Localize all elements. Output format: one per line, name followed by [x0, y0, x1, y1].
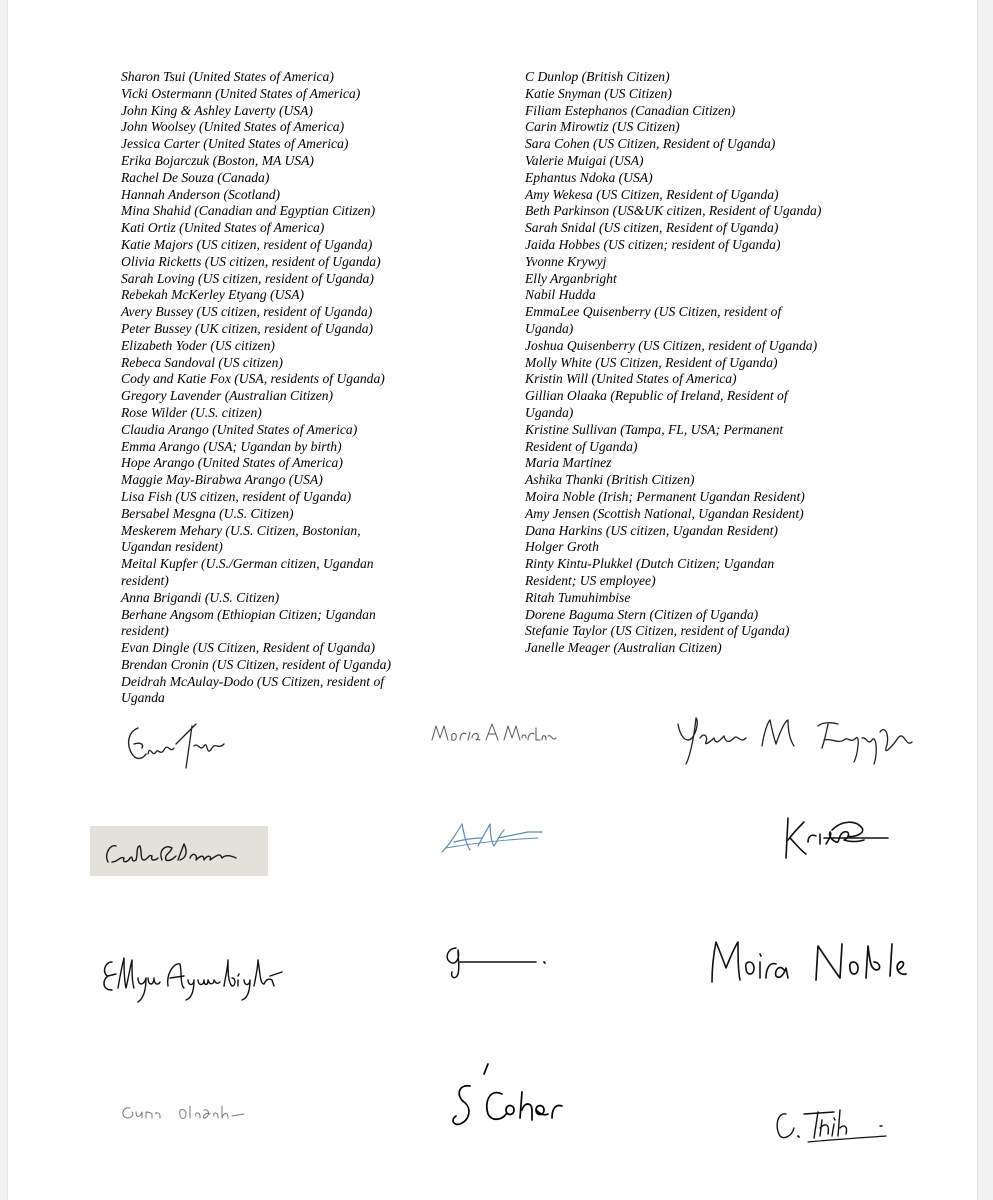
signatory-line: Claudia Arango (United States of America) — [121, 421, 358, 437]
signatory-line: Nabil Hudda — [525, 287, 596, 303]
signatory-line: Mina Shahid (Canadian and Egyptian Citizen) — [121, 203, 376, 219]
signatory-line: Amy Jensen (Scottish National, Ugandan Resident) — [525, 505, 804, 521]
signatory-line: Katie Snyman (US Citizen) — [525, 85, 672, 101]
signatory-line: Anna Brigandi (U.S. Citizen) — [121, 589, 280, 605]
signatory-line: Maggie May-Birabwa Arango (USA) — [121, 472, 323, 488]
signatory-line: Amy Wekesa (US Citizen, Resident of Uganda) — [525, 186, 779, 202]
signatory-line: Uganda — [121, 690, 165, 706]
signatory-line: Avery Bussey (US citizen, resident of Uganda) — [121, 304, 373, 320]
signatory-line: Lisa Fish (US citizen, resident of Uganda) — [121, 488, 352, 504]
signatory-line: Rose Wilder (U.S. citizen) — [121, 404, 262, 420]
signature-nabil-hudda — [438, 814, 548, 856]
signature-yvonne-krywyj — [672, 708, 922, 772]
signatory-line: Holger Groth — [525, 539, 599, 555]
signatory-line: Maria Martinez — [525, 455, 612, 471]
signatory-line: Jaida Hobbes (US citizen; resident of Uganda) — [525, 236, 781, 252]
signatory-line: Hope Arango (United States of America) — [121, 455, 343, 471]
signatory-line: Jessica Carter (United States of America) — [121, 136, 349, 152]
signature-sara-cohen — [448, 1058, 568, 1138]
signatory-line: Kristine Sullivan (Tampa, FL, USA; Permanent — [525, 421, 784, 437]
signatory-line: John Woolsey (United States of America) — [121, 119, 345, 135]
signatory-line: Erika Bojarczuk (Boston, MA USA) — [121, 152, 314, 168]
signatory-line: Sharon Tsui (United States of America) — [121, 69, 334, 84]
signature-elly-arganbright — [98, 948, 288, 1004]
signature-moira-noble — [704, 932, 914, 992]
signatory-line: Sara Cohen (US Citizen, Resident of Uganda) — [525, 136, 776, 152]
signatory-line: Brendan Cronin (US Citizen, resident of Uganda) — [121, 656, 391, 672]
signatory-line: Katie Majors (US citizen, resident of Uganda) — [121, 236, 373, 252]
signatory-line: Carin Mirowtiz (US Citizen) — [525, 119, 680, 135]
signatory-list-right — [525, 69, 925, 657]
signatory-line: C Dunlop (British Citizen) — [525, 69, 670, 84]
signatory-line: Rachel De Souza (Canada) — [121, 169, 270, 185]
signatory-line: Gillian Olaaka (Republic of Ireland, Resident of — [525, 388, 788, 404]
signatory-line: Janelle Meager (Australian Citizen) — [525, 640, 722, 656]
signature-kristin-will — [778, 812, 898, 862]
signatory-line: Meital Kupfer (U.S./German citizen, Ugandan — [121, 556, 374, 572]
signatory-line: Berhane Angsom (Ethiopian Citizen; Ugandan — [121, 606, 376, 622]
signatory-line: resident) — [121, 572, 169, 588]
signatory-line: Evan Dingle (US Citizen, Resident of Uganda) — [121, 640, 376, 656]
signatory-line: Resident of Uganda) — [525, 438, 638, 454]
signatory-line: EmmaLee Quisenberry (US Citizen, resident of — [525, 304, 782, 320]
signature-holger-groth — [440, 938, 552, 980]
signatory-line: Molly White (US Citizen, Resident of Uganda) — [525, 354, 778, 370]
signatory-line: Rinty Kintu-Plukkel (Dutch Citizen; Ugandan — [525, 556, 775, 572]
signatory-line: Gregory Lavender (Australian Citizen) — [121, 388, 334, 404]
signatory-line: Ritah Tumuhimbise — [525, 589, 631, 605]
signatory-line: resident) — [121, 623, 169, 639]
document-page — [8, 0, 977, 1200]
signatory-line: Filiam Estephanos (Canadian Citizen) — [525, 102, 736, 118]
signatory-line: Stefanie Taylor (US Citizen, resident of Uganda) — [525, 623, 790, 639]
signatory-line: Hannah Anderson (Scotland) — [121, 186, 281, 202]
signatory-line: Olivia Ricketts (US citizen, resident of Uganda) — [121, 253, 381, 269]
signatory-line: Moira Noble (Irish; Permanent Ugandan Resident) — [525, 488, 805, 504]
signatory-line: John King & Ashley Laverty (USA) — [121, 102, 313, 118]
signatory-line: Ephantus Ndoka (USA) — [525, 169, 653, 185]
signatory-line: Uganda) — [525, 320, 574, 336]
signatory-line: Vicki Ostermann (United States of America) — [121, 85, 361, 101]
signatory-line: Valerie Muigai (USA) — [525, 152, 644, 168]
signatory-line: Peter Bussey (UK citizen, resident of Uganda) — [121, 320, 374, 336]
signatory-line: Dorene Baguma Stern (Citizen of Uganda) — [525, 606, 759, 622]
signatory-line: Rebekah McKerley Etyang (USA) — [121, 287, 305, 303]
signature-evan-dingle — [120, 714, 240, 776]
signatory-line: Sarah Loving (US citizen, resident of Uganda) — [121, 270, 374, 286]
signature-gillian-olaaka — [118, 1098, 248, 1126]
signatory-line: Dana Harkins (US citizen, Ugandan Resident) — [525, 522, 778, 538]
signatory-line: Deidrah McAulay-Dodo (US Citizen, resident of — [121, 673, 385, 689]
signatory-line: Bersabel Mesgna (U.S. Citizen) — [121, 505, 294, 521]
signature-ashika-thanki — [768, 1096, 898, 1148]
signatory-line: Joshua Quisenberry (US Citizen, resident of Uganda) — [525, 337, 818, 353]
signature-beth-parkinson — [100, 832, 270, 872]
signatory-line: Rebeca Sandoval (US citizen) — [121, 354, 283, 370]
signatory-line: Elizabeth Yoder (US citizen) — [121, 337, 275, 353]
signatory-line: Emma Arango (USA; Ugandan by birth) — [121, 438, 342, 454]
signatory-line: Sarah Snidal (US citizen, Resident of Uganda) — [525, 220, 779, 236]
signatory-line: Yvonne Krywyj — [525, 253, 607, 269]
signatory-line: Ugandan resident) — [121, 539, 223, 555]
signatory-line: Cody and Katie Fox (USA, residents of Uganda) — [121, 371, 385, 387]
signatory-list-left — [121, 69, 501, 707]
signatory-line: Resident; US employee) — [525, 572, 656, 588]
signature-maria-martinez — [428, 714, 558, 754]
signatory-line: Uganda) — [525, 404, 574, 420]
signatory-line: Meskerem Mehary (U.S. Citizen, Bostonian, — [121, 522, 361, 538]
signatory-line: Ashika Thanki (British Citizen) — [525, 472, 695, 488]
signatory-line: Beth Parkinson (US&UK citizen, Resident of Uganda) — [525, 203, 822, 219]
signatory-line: Kati Ortiz (United States of America) — [121, 220, 325, 236]
signatory-line: Elly Arganbright — [525, 270, 617, 286]
signatory-line: Kristin Will (United States of America) — [525, 371, 737, 387]
